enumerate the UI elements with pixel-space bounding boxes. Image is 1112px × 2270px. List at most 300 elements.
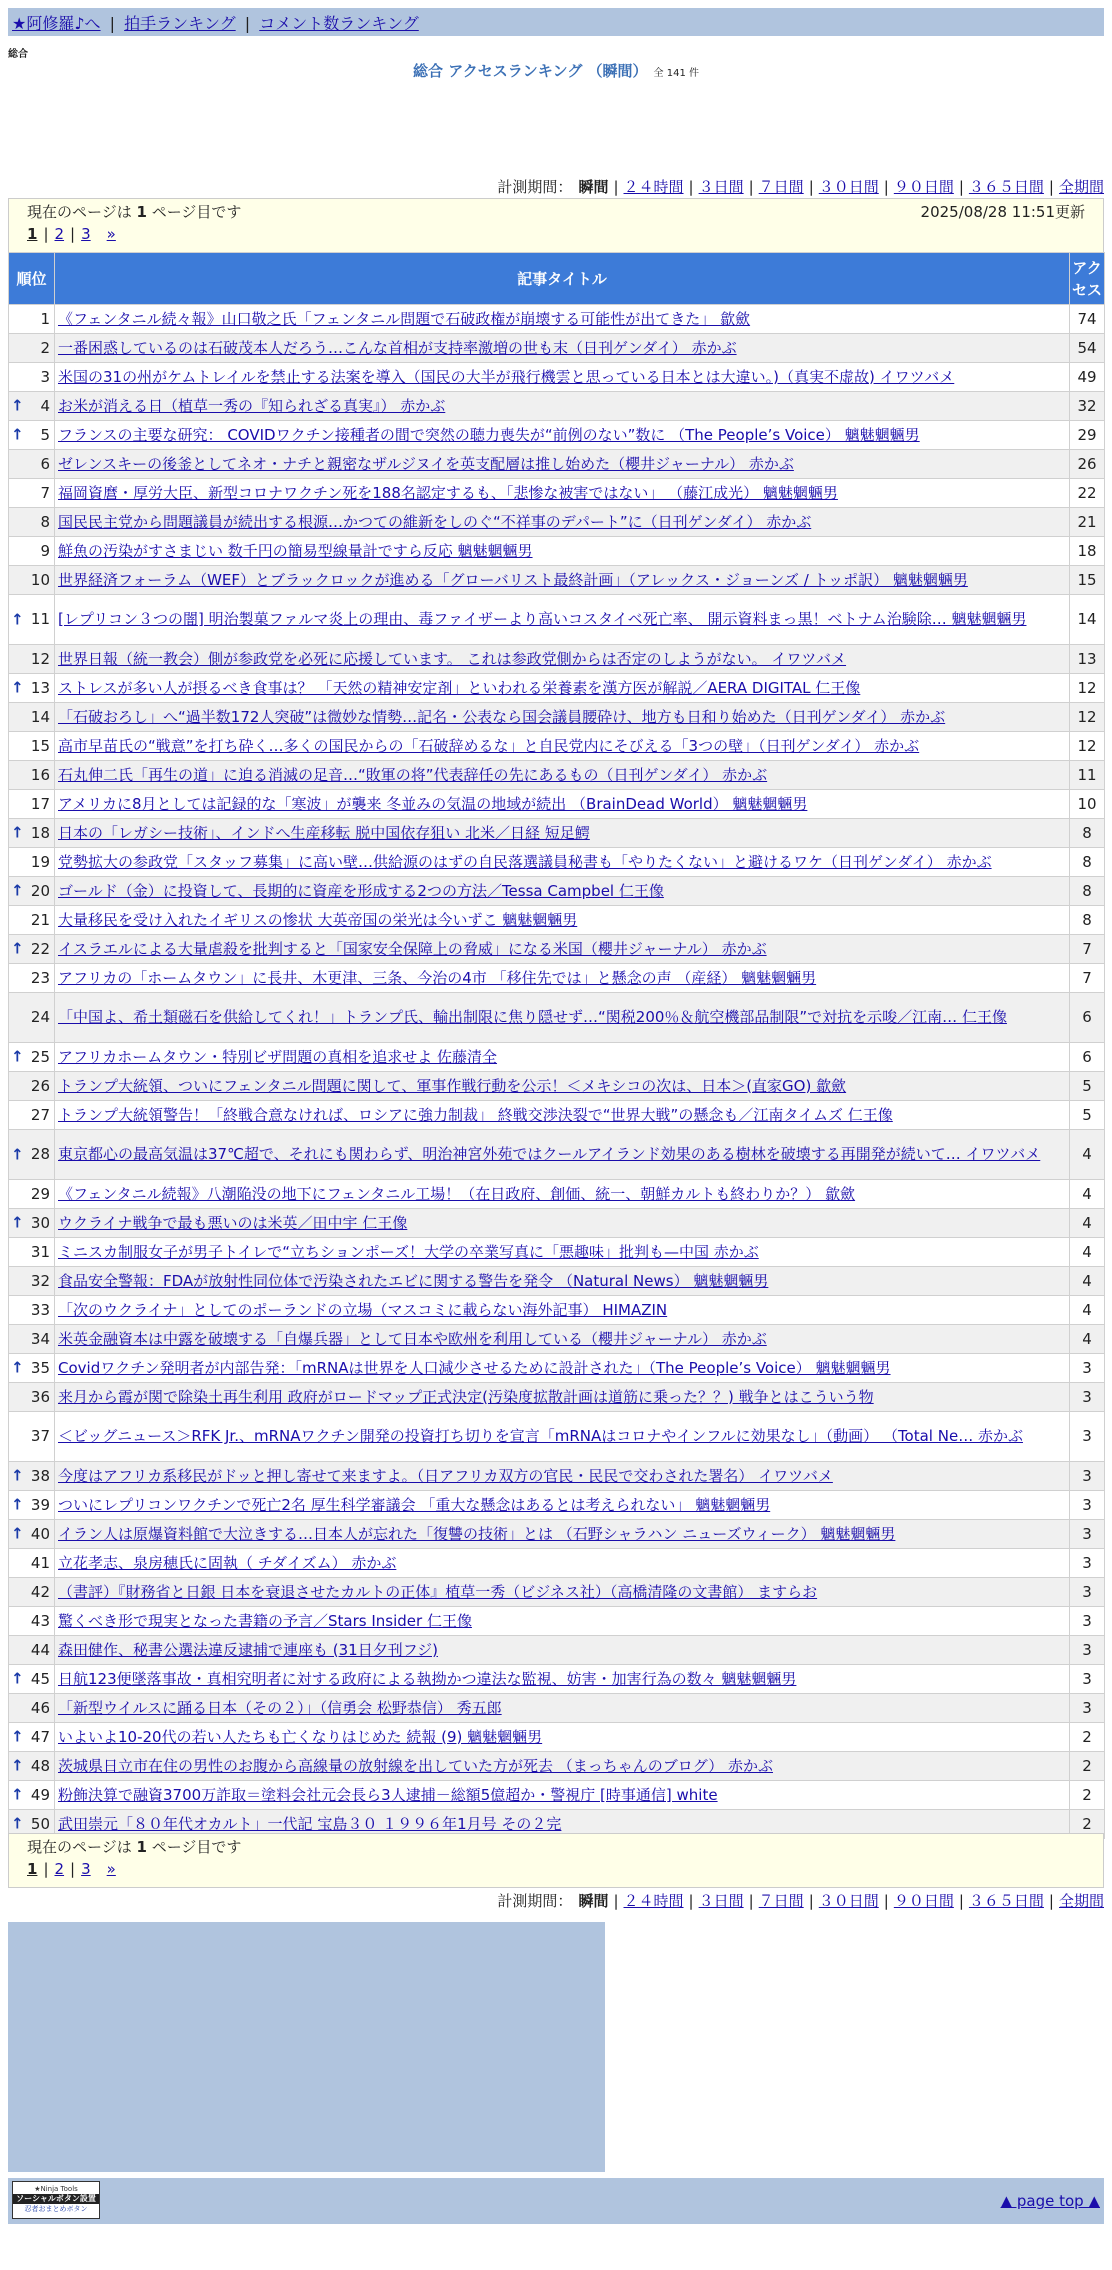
access-count: 14 xyxy=(1070,595,1105,645)
title-cell xyxy=(55,1781,1070,1810)
table-row xyxy=(9,1267,1105,1296)
page-2-link[interactable]: 2 xyxy=(54,1860,65,1878)
rank-cell xyxy=(9,595,55,645)
article-title-link[interactable]: いよいよ10-20代の若い人たちも亡くなりはじめた 続報 (9) 魑魅魍魎男 xyxy=(58,1727,543,1746)
rank-up-arrow-icon: ↑ xyxy=(11,1756,24,1775)
article-title-link[interactable]: 東京都心の最高気温は37℃超で、それにも関わらず、明治神宮外苑ではクールアイランド効果のある樹林を破壊する再開発が続いて… イワツバメ xyxy=(58,1145,1041,1163)
article-title-link[interactable]: 党勢拡大の参政党「スタッフ募集」に高い壁…供給源のはずの自民落選議員秘書も「やりたくない」と避けるワケ（日刊ゲンダイ） 赤かぶ xyxy=(58,852,992,871)
rank-number: 48 xyxy=(30,1756,50,1775)
rank-number: 9 xyxy=(40,541,50,560)
rank-up-arrow-icon: ↑ xyxy=(11,1213,24,1232)
header-access: アクセス xyxy=(1070,253,1105,305)
article-title-link[interactable]: イラン人は原爆資料館で大泣きする…日本人が忘れた「復讐の技術」とは （石野シャラハン ニューズウィーク） 魑魅魍魎男 xyxy=(58,1524,896,1543)
article-title-link[interactable]: 「石破おろし」へ“過半数172人突破”は微妙な情勢…記名・公表なら国会議員腰砕け、地方も日和り始めた（日刊ゲンダイ） 赤かぶ xyxy=(58,707,946,726)
article-title-link[interactable]: ミニスカ制服女子が男子トイレで“立ちションポーズ！大学の卒業写真に「悪趣味」批判も—中国 赤かぶ xyxy=(58,1242,759,1261)
table-row xyxy=(9,537,1105,566)
rank-cell xyxy=(9,1607,55,1636)
next-page-link[interactable]: » xyxy=(106,225,116,243)
rank-number: 46 xyxy=(30,1698,50,1717)
table-row xyxy=(9,877,1105,906)
title-cell xyxy=(55,595,1070,645)
title-cell xyxy=(55,1636,1070,1665)
title-cell xyxy=(55,1354,1070,1383)
title-cell xyxy=(55,1412,1070,1462)
table-row xyxy=(9,1180,1105,1209)
table-row xyxy=(9,1578,1105,1607)
rank-cell xyxy=(9,1462,55,1491)
rank-cell xyxy=(9,1412,55,1462)
access-count: 10 xyxy=(1070,790,1105,819)
title-cell xyxy=(55,1043,1070,1072)
article-title-link[interactable]: 驚くべき形で現実となった書籍の予言／Stars Insider 仁王像 xyxy=(58,1611,472,1630)
access-count: 4 xyxy=(1070,1296,1105,1325)
ninja-tools-logo[interactable]: ★Ninja Tools ソーシャルボタン設置 忍者おまとめボタン xyxy=(12,2181,100,2219)
rank-cell xyxy=(9,1752,55,1781)
title-cell xyxy=(55,334,1070,363)
rank-number: 11 xyxy=(30,610,50,628)
table-row xyxy=(9,1072,1105,1101)
footer-bar xyxy=(8,2178,1104,2224)
title-cell xyxy=(55,1607,1070,1636)
title-cell xyxy=(55,790,1070,819)
access-count: 4 xyxy=(1070,1238,1105,1267)
table-row xyxy=(9,761,1105,790)
rank-cell xyxy=(9,1238,55,1267)
table-row xyxy=(9,993,1105,1043)
article-title-link[interactable]: お米が消える日（植草一秀の『知られざる真実』） 赤かぶ xyxy=(58,396,446,415)
rank-cell xyxy=(9,334,55,363)
article-title-link[interactable]: 《フェンタニル続々報》山口敬之氏「フェンタニル問題で石破政権が崩壊する可能性が出てきた」 歙歛 xyxy=(58,309,751,328)
table-row xyxy=(9,1520,1105,1549)
access-count: 2 xyxy=(1070,1752,1105,1781)
table-row xyxy=(9,1383,1105,1412)
article-title-link[interactable]: アメリカに8月としては記録的な「寒波」が襲来 冬並みの気温の地域が続出 （BrainDead World） 魑魅魍魎男 xyxy=(58,794,808,813)
rank-number: 1 xyxy=(40,309,50,328)
period-3d[interactable]: ３日間 xyxy=(698,1892,744,1910)
rank-up-arrow-icon: ↑ xyxy=(11,939,24,958)
title-cell xyxy=(55,935,1070,964)
access-count: 8 xyxy=(1070,906,1105,935)
article-title-link[interactable]: Covidワクチン発明者が内部告発：「mRNAは世界を人口減少させるために設計された」（The People’s Voice） 魑魅魍魎男 xyxy=(58,1358,891,1377)
rank-number: 25 xyxy=(30,1047,50,1066)
rank-cell xyxy=(9,537,55,566)
rank-cell xyxy=(9,1325,55,1354)
article-title-link[interactable]: 国民民主党から問題議員が続出する根源…かつての維新をしのぐ“不祥事のデパート”に（日刊ゲンダイ） 赤かぶ xyxy=(58,512,812,531)
article-title-link[interactable]: 「次のウクライナ」としてのポーランドの立場（マスコミに載らない海外記事） HIMAZIN xyxy=(58,1300,668,1319)
period-90d[interactable]: ９０日間 xyxy=(893,178,954,196)
access-count: 8 xyxy=(1070,877,1105,906)
rank-cell xyxy=(9,450,55,479)
table-row xyxy=(9,1636,1105,1665)
access-count: 4 xyxy=(1070,1267,1105,1296)
table-row xyxy=(9,674,1105,703)
table-row xyxy=(9,1325,1105,1354)
article-title-link[interactable]: トランプ大統領警告！「終戦合意なければ、ロシアに強力制裁」 終戦交渉決裂で“世界大戦”の懸念も／江南タイムズ 仁王像 xyxy=(58,1105,893,1124)
title-cell xyxy=(55,392,1070,421)
table-row xyxy=(9,566,1105,595)
rank-number: 27 xyxy=(30,1105,50,1124)
rank-cell xyxy=(9,964,55,993)
period-24h[interactable]: ２４時間 xyxy=(623,178,684,196)
period-current: 瞬間 xyxy=(578,178,609,196)
article-title-link[interactable]: ＜ビッグニュース＞RFK Jr.、mRNAワクチン開発の投資打ち切りを宣言「mRNAはコロナやインフルに効果なし」（動画） （Total Ne… 赤かぶ xyxy=(58,1427,1023,1445)
page-2-link[interactable]: 2 xyxy=(54,225,65,243)
breadcrumb: 総合 xyxy=(8,49,28,60)
access-count: 11 xyxy=(1070,761,1105,790)
article-title-link[interactable]: 森田健作、秘書公選法違反逮捕で連座も (31日夕刊フジ) xyxy=(58,1640,438,1659)
title-cell xyxy=(55,508,1070,537)
title-cell xyxy=(55,1267,1070,1296)
period-label: 計測期間： xyxy=(497,178,573,196)
ranking-body xyxy=(9,305,1105,1839)
rank-up-arrow-icon: ↑ xyxy=(11,1524,24,1543)
page-status: 現在のページは 1 ページ目です xyxy=(27,1838,242,1856)
access-count: 3 xyxy=(1070,1578,1105,1607)
page-title xyxy=(0,60,1112,81)
rank-cell xyxy=(9,1636,55,1665)
article-title-link[interactable]: 来月から霞が関で除染土再生利用 政府がロードマップ正式決定(汚染度拡散計画は道筋に乗った？？) 戦争とはこういう物 xyxy=(58,1387,874,1406)
title-cell xyxy=(55,1072,1070,1101)
period-365d[interactable]: ３６５日間 xyxy=(968,1892,1044,1910)
rank-up-arrow-icon: ↑ xyxy=(11,823,24,842)
rank-cell xyxy=(9,363,55,392)
access-count: 3 xyxy=(1070,1354,1105,1383)
access-count: 2 xyxy=(1070,1723,1105,1752)
table-row xyxy=(9,819,1105,848)
rank-number: 10 xyxy=(30,570,50,589)
period-all[interactable]: 全期間 xyxy=(1058,178,1104,196)
article-title-link[interactable]: 立花孝志、泉房穂氏に固執（ チダイズム） 赤かぶ xyxy=(58,1553,397,1572)
article-title-link[interactable]: 米英金融資本は中露を破壊する「自爆兵器」として日本や欧州を利用している（櫻井ジャーナル） 赤かぶ xyxy=(58,1329,767,1348)
title-cell xyxy=(55,819,1070,848)
access-count: 22 xyxy=(1070,479,1105,508)
top-nav xyxy=(8,8,1104,36)
rank-cell xyxy=(9,1383,55,1412)
period-7d[interactable]: ７日間 xyxy=(758,1892,804,1910)
table-row xyxy=(9,450,1105,479)
page-3-link[interactable]: 3 xyxy=(81,1860,91,1878)
rank-number: 20 xyxy=(30,881,50,900)
rank-number: 35 xyxy=(30,1358,50,1377)
title-cell xyxy=(55,848,1070,877)
article-title-link[interactable]: イスラエルによる大量虐殺を批判すると「国家安全保障上の脅威」になる米国（櫻井ジャーナル） 赤かぶ xyxy=(58,939,767,958)
rank-up-arrow-icon: ↑ xyxy=(11,425,24,444)
rank-cell xyxy=(9,848,55,877)
rank-number: 28 xyxy=(30,1145,50,1163)
rank-number: 36 xyxy=(30,1387,50,1406)
article-title-link[interactable]: 福岡資麿・厚労大臣、新型コロナワクチン死を188名認定するも、「悲惨な被害ではない」 （藤江成光） 魑魅魍魎男 xyxy=(58,483,838,502)
title-cell xyxy=(55,363,1070,392)
rank-number: 29 xyxy=(30,1184,50,1203)
rank-cell xyxy=(9,993,55,1043)
article-title-link[interactable]: [レプリコン３つの闇] 明治製菓ファルマ炎上の理由、毒ファイザーより高いコスタイベ死亡率、 開示資料まっ黒！ベトナム治験除… 魑魅魍魎男 xyxy=(58,610,1027,628)
page-3-link[interactable]: 3 xyxy=(81,225,91,243)
table-row xyxy=(9,1238,1105,1267)
rank-cell xyxy=(9,703,55,732)
rank-up-arrow-icon: ↑ xyxy=(11,1495,24,1514)
rank-cell xyxy=(9,508,55,537)
access-count: 3 xyxy=(1070,1491,1105,1520)
access-count: 8 xyxy=(1070,848,1105,877)
title-cell xyxy=(55,1723,1070,1752)
article-title-link[interactable]: 「新型ウイルスに踊る日本（その２）」（信勇会 松野恭信） 秀五郎 xyxy=(58,1698,502,1717)
access-count: 7 xyxy=(1070,964,1105,993)
rank-number: 18 xyxy=(30,823,50,842)
period-selector-top: 計測期間： 瞬間 | ２４時間 | ３日間 | ７日間 | ３０日間 | ９０日間 | ３６５日間 | 全期間 xyxy=(497,178,1104,196)
page-1-current: 1 xyxy=(27,225,38,243)
access-count: 3 xyxy=(1070,1665,1105,1694)
table-row xyxy=(9,1043,1105,1072)
header-rank: 順位 xyxy=(9,253,55,305)
rank-number: 31 xyxy=(30,1242,50,1261)
title-cell xyxy=(55,450,1070,479)
table-row xyxy=(9,1130,1105,1180)
access-count: 3 xyxy=(1070,1383,1105,1412)
rank-number: 3 xyxy=(40,367,50,386)
table-row xyxy=(9,392,1105,421)
access-count: 5 xyxy=(1070,1072,1105,1101)
title-cell xyxy=(55,1665,1070,1694)
rank-cell xyxy=(9,1101,55,1130)
rank-up-arrow-icon: ↑ xyxy=(11,678,24,697)
rank-cell xyxy=(9,1130,55,1180)
article-title-link[interactable]: 鮮魚の汚染がすさまじい 数千円の簡易型線量計ですら反応 魑魅魍魎男 xyxy=(58,541,533,560)
rank-cell xyxy=(9,421,55,450)
table-row xyxy=(9,1412,1105,1462)
rank-cell xyxy=(9,1267,55,1296)
rank-up-arrow-icon: ↑ xyxy=(11,1145,24,1163)
title-cell xyxy=(55,1462,1070,1491)
article-title-link[interactable]: 大量移民を受け入れたイギリスの惨状 大英帝国の栄光は今いずこ 魑魅魍魎男 xyxy=(58,910,578,929)
article-title-link[interactable]: 石丸伸二氏「再生の道」に迫る消滅の足音…“敗軍の将”代表辞任の先にあるもの（日刊ゲンダイ） 赤かぶ xyxy=(58,765,768,784)
rank-up-arrow-icon: ↑ xyxy=(11,610,24,628)
article-title-link[interactable]: 一番困惑しているのは石破茂本人だろう…こんな首相が支持率激増の世も末（日刊ゲンダイ） 赤かぶ xyxy=(58,338,737,357)
access-count: 6 xyxy=(1070,993,1105,1043)
rank-number: 47 xyxy=(30,1727,50,1746)
rank-cell xyxy=(9,1665,55,1694)
access-count: 32 xyxy=(1070,392,1105,421)
table-row xyxy=(9,1665,1105,1694)
rank-number: 15 xyxy=(30,736,50,755)
nav-link-clap-ranking[interactable]: 拍手ランキング xyxy=(124,14,236,33)
title-cell xyxy=(55,1491,1070,1520)
table-row xyxy=(9,305,1105,334)
title-cell xyxy=(55,479,1070,508)
period-365d[interactable]: ３６５日間 xyxy=(968,178,1044,196)
access-count: 49 xyxy=(1070,363,1105,392)
page-top-link[interactable]: ▲ page top ▲ xyxy=(1000,2192,1100,2210)
access-count: 4 xyxy=(1070,1209,1105,1238)
period-label: 計測期間： xyxy=(497,1892,573,1910)
article-title-link[interactable]: 粉飾決算で融資3700万詐取＝塗料会社元会長ら3人逮捕－総額5億超か・警視庁 [時事通信] white xyxy=(58,1785,718,1804)
article-title-link[interactable]: アフリカの「ホームタウン」に長井、木更津、三条、今治の4市 「移住先では」と懸念の声 （産経） 魑魅魍魎男 xyxy=(58,968,817,987)
article-title-link[interactable]: 武田崇元「８０年代オカルト」一代記 宝島３０ １９９６年1月号 その２完 xyxy=(58,1814,562,1833)
access-count: 18 xyxy=(1070,537,1105,566)
article-title-link[interactable]: アフリカホームタウン・特別ビザ問題の真相を追求せよ 佐藤清全 xyxy=(58,1047,498,1066)
rank-cell xyxy=(9,819,55,848)
rank-number: 30 xyxy=(30,1213,50,1232)
title-cell xyxy=(55,1520,1070,1549)
table-row xyxy=(9,479,1105,508)
rank-cell xyxy=(9,392,55,421)
rank-up-arrow-icon: ↑ xyxy=(11,1727,24,1746)
table-row xyxy=(9,1781,1105,1810)
article-title-link[interactable]: トランプ大統領、ついにフェンタニル問題に関して、軍事作戦行動を公示！＜メキシコの次は、日本＞(直家GO) 歙歛 xyxy=(58,1076,847,1095)
rank-number: 43 xyxy=(30,1611,50,1630)
table-row xyxy=(9,1296,1105,1325)
rank-cell xyxy=(9,1520,55,1549)
access-count: 3 xyxy=(1070,1607,1105,1636)
table-row xyxy=(9,1723,1105,1752)
rank-cell xyxy=(9,674,55,703)
rank-number: 50 xyxy=(30,1814,50,1833)
rank-number: 5 xyxy=(40,425,50,444)
article-title-link[interactable]: 茨城県日立市在住の男性のお腹から高線量の放射線を出していた方が死去 （まっちゃんのブログ） 赤かぶ xyxy=(58,1756,773,1775)
rank-number: 26 xyxy=(30,1076,50,1095)
title-cell xyxy=(55,305,1070,334)
article-title-link[interactable]: 米国の31の州がケムトレイルを禁止する法案を導入（国民の大半が飛行機雲と思っている日本とは大違い。)（真実不虚故) イワツバメ xyxy=(58,367,955,386)
rank-number: 21 xyxy=(30,910,50,929)
article-title-link[interactable]: 今度はアフリカ系移民がドッと押し寄せて来ますよ。（日アフリカ双方の官民・民民で交わされた署名） イワツバメ xyxy=(58,1466,833,1485)
rank-number: 4 xyxy=(40,396,50,415)
rank-up-arrow-icon: ↑ xyxy=(11,1047,24,1066)
access-count: 3 xyxy=(1070,1549,1105,1578)
table-row xyxy=(9,703,1105,732)
rank-cell xyxy=(9,877,55,906)
rank-cell xyxy=(9,1781,55,1810)
next-page-link[interactable]: » xyxy=(106,1860,116,1878)
rank-number: 40 xyxy=(30,1524,50,1543)
rank-cell xyxy=(9,1549,55,1578)
period-30d[interactable]: ３０日間 xyxy=(818,178,879,196)
rank-cell xyxy=(9,305,55,334)
rank-cell xyxy=(9,479,55,508)
access-count: 12 xyxy=(1070,732,1105,761)
period-3d[interactable]: ３日間 xyxy=(698,178,744,196)
access-count: 15 xyxy=(1070,566,1105,595)
access-count: 29 xyxy=(1070,421,1105,450)
period-90d[interactable]: ９０日間 xyxy=(893,1892,954,1910)
article-title-link[interactable]: ついにレプリコンワクチンで死亡2名 厚生科学審議会 「重大な懸念はあるとは考えられない」 魑魅魍魎男 xyxy=(58,1495,771,1514)
article-title-link[interactable]: 高市早苗氏の“戦意”を打ち砕く…多くの国民からの「石破辞めるな」と自民党内にそびえる「3つの壁」（日刊ゲンダイ） 赤かぶ xyxy=(58,736,920,755)
table-row xyxy=(9,732,1105,761)
access-count: 54 xyxy=(1070,334,1105,363)
article-title-link[interactable]: フランスの主要な研究： COVIDワクチン接種者の間で突然の聴力喪失が“前例のない”数に （The People’s Voice） 魑魅魍魎男 xyxy=(58,425,920,444)
article-title-link[interactable]: ウクライナ戦争で最も悪いのは米英／田中宇 仁王像 xyxy=(58,1213,408,1232)
table-row xyxy=(9,595,1105,645)
title-cell xyxy=(55,537,1070,566)
rank-number: 19 xyxy=(30,852,50,871)
article-title-link[interactable]: ゼレンスキーの後釜としてネオ・ナチと親密なザルジヌイを英支配層は推し始めた（櫻井ジャーナル） 赤かぶ xyxy=(58,454,794,473)
access-count: 4 xyxy=(1070,1130,1105,1180)
period-selector-bottom: 計測期間： 瞬間 | ２４時間 | ３日間 | ７日間 | ３０日間 | ９０日間 | ３６５日間 | 全期間 xyxy=(497,1892,1104,1910)
rank-cell xyxy=(9,1180,55,1209)
rank-number: 41 xyxy=(30,1553,50,1572)
table-row xyxy=(9,1752,1105,1781)
page-status: 現在のページは 1 ページ目です xyxy=(27,203,242,221)
rank-cell xyxy=(9,566,55,595)
article-title-link[interactable]: （書評）『財務省と日銀 日本を衰退させたカルトの正体』植草一秀（ビジネス社）（高橋清隆の文書館） ますらお xyxy=(58,1582,818,1601)
ranking-table xyxy=(8,252,1105,1839)
period-all[interactable]: 全期間 xyxy=(1058,1892,1104,1910)
article-title-link[interactable]: 《フェンタニル続報》八潮陥没の地下にフェンタニル工場！（在日政府、創価、統一、朝鮮カルトも終わりか？） 歙歛 xyxy=(58,1184,856,1203)
rank-number: 17 xyxy=(30,794,50,813)
rank-number: 8 xyxy=(40,512,50,531)
title-cell xyxy=(55,1694,1070,1723)
table-row xyxy=(9,645,1105,674)
rank-number: 34 xyxy=(30,1329,50,1348)
rank-up-arrow-icon: ↑ xyxy=(11,1358,24,1377)
rank-number: 49 xyxy=(30,1785,50,1804)
title-cell xyxy=(55,1578,1070,1607)
access-count: 8 xyxy=(1070,819,1105,848)
title-cell xyxy=(55,1752,1070,1781)
article-title-link[interactable]: 「中国よ、希土類磁石を供給してくれ！」トランプ氏、輸出制限に焦り隠せず…“関税200％＆航空機部品制限”で対抗を示唆／江南… 仁王像 xyxy=(58,1008,1007,1026)
table-row xyxy=(9,421,1105,450)
access-count: 3 xyxy=(1070,1636,1105,1665)
rank-number: 16 xyxy=(30,765,50,784)
title-cell xyxy=(55,761,1070,790)
table-row xyxy=(9,1354,1105,1383)
table-row xyxy=(9,906,1105,935)
article-title-link[interactable]: ゴールド（金）に投資して、長期的に資産を形成する2つの方法／Tessa Campbel 仁王像 xyxy=(58,881,664,900)
table-row xyxy=(9,935,1105,964)
page-1-current: 1 xyxy=(27,1860,38,1878)
nav-link-asyura[interactable]: ★阿修羅♪へ xyxy=(12,14,101,33)
rank-number: 2 xyxy=(40,338,50,357)
article-title-link[interactable]: 日航123便墜落事故・真相究明者に対する政府による執拗かつ違法な監視、妨害・加害行為の数々 魑魅魍魎男 xyxy=(58,1669,797,1688)
rank-cell xyxy=(9,906,55,935)
period-7d[interactable]: ７日間 xyxy=(758,178,804,196)
pager-bottom: 現在のページは 1 ページ目です 1 | 2 | 3 » xyxy=(8,1833,1104,1888)
rank-number: 22 xyxy=(30,939,50,958)
access-count: 13 xyxy=(1070,645,1105,674)
table-row xyxy=(9,1607,1105,1636)
title-cell xyxy=(55,993,1070,1043)
article-title-link[interactable]: 日本の「レガシー技術」、インドへ生産移転 脱中国依存狙い 北米／日経 短足鰐 xyxy=(58,823,590,842)
access-count: 7 xyxy=(1070,935,1105,964)
table-row xyxy=(9,964,1105,993)
rank-number: 7 xyxy=(40,483,50,502)
access-count: 12 xyxy=(1070,674,1105,703)
title-cell xyxy=(55,674,1070,703)
article-title-link[interactable]: 食品安全警報：FDAが放射性同位体で汚染されたエビに関する警告を発令 （Natural News） 魑魅魍魎男 xyxy=(58,1271,769,1290)
rank-number: 14 xyxy=(30,707,50,726)
title-cell xyxy=(55,421,1070,450)
nav-link-comment-ranking[interactable]: コメント数ランキング xyxy=(259,14,419,33)
article-title-link[interactable]: ストレスが多い人が摂るべき食事は？ 「天然の精神安定剤」といわれる栄養素を漢方医が解説／AERA DIGITAL 仁王像 xyxy=(58,678,861,697)
period-30d[interactable]: ３０日間 xyxy=(818,1892,879,1910)
title-cell xyxy=(55,1180,1070,1209)
article-title-link[interactable]: 世界経済フォーラム（WEF）とブラックロックが進める「グローバリスト最終計画」（アレックス・ジョーンズ / トッポ訳） 魑魅魍魎男 xyxy=(58,570,968,589)
rank-up-arrow-icon: ↑ xyxy=(11,881,24,900)
title-cell xyxy=(55,964,1070,993)
total-count: 全 141 件 xyxy=(653,68,699,79)
period-24h[interactable]: ２４時間 xyxy=(623,1892,684,1910)
rank-cell xyxy=(9,1209,55,1238)
rank-cell xyxy=(9,1072,55,1101)
ad-placeholder xyxy=(8,1922,605,2172)
rank-cell xyxy=(9,1043,55,1072)
rank-cell xyxy=(9,1491,55,1520)
article-title-link[interactable]: 世界日報（統一教会）側が参政党を必死に応援しています。 これは参政党側からは否定のしようがない。 イワツバメ xyxy=(58,649,847,668)
table-row xyxy=(9,1491,1105,1520)
title-cell xyxy=(55,1549,1070,1578)
table-row xyxy=(9,363,1105,392)
title-cell xyxy=(55,645,1070,674)
page-title-text: 総合 アクセスランキング （瞬間） xyxy=(413,62,648,80)
table-row xyxy=(9,1101,1105,1130)
